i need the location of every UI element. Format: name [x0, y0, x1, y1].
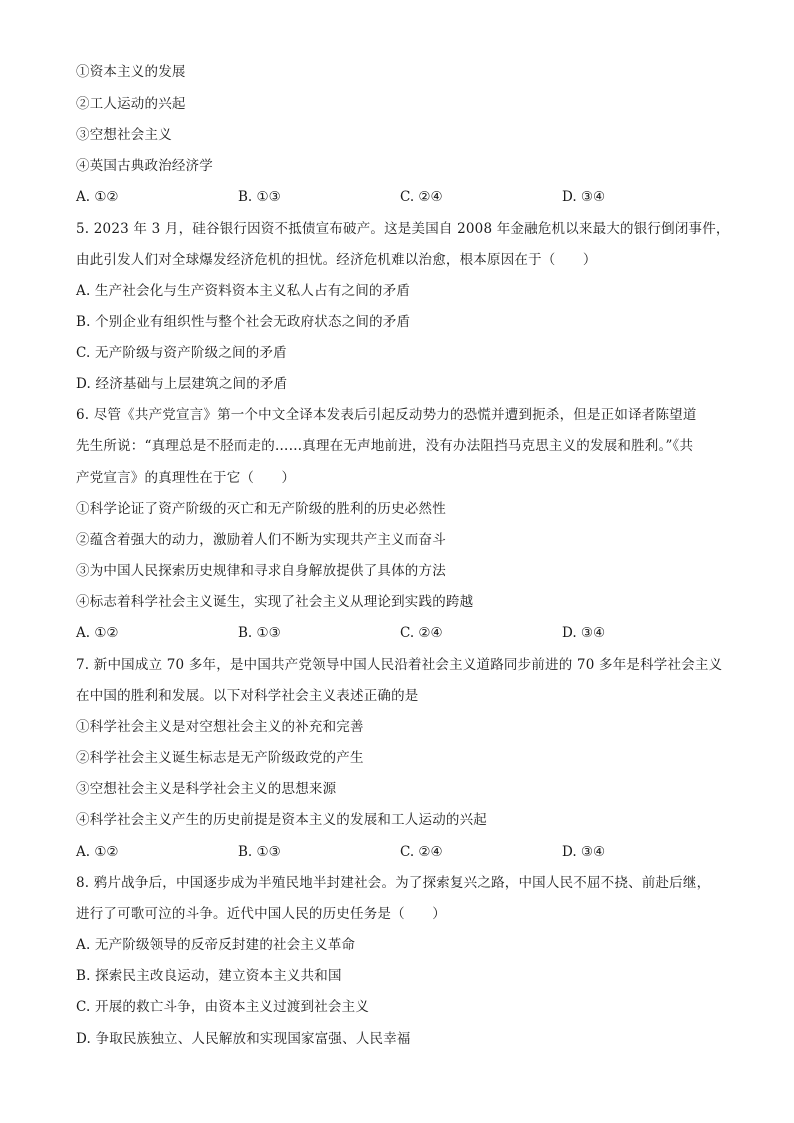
q6-item-2: ②蕴含着强大的动力，激励着人们不断为实现共产主义而奋斗 — [76, 532, 446, 548]
q8-option-d: D. 争取民族独立、人民解放和实现国家富强、人民幸福 — [76, 1031, 411, 1047]
q7-options — [76, 842, 726, 862]
q6-stem-line-3: 产党宣言》的真理性在于它（ ） — [76, 470, 296, 486]
q5-option-d: D. 经济基础与上层建筑之间的矛盾 — [76, 376, 288, 392]
q6-option-b: B. ①③ — [238, 625, 281, 641]
q7-item-1: ①科学社会主义是对空想社会主义的补充和完善 — [76, 719, 364, 735]
q4-item-3: ③空想社会主义 — [76, 127, 172, 143]
q5-option-b: B. 个别企业有组织性与整个社会无政府状态之间的矛盾 — [76, 314, 411, 330]
q7-option-b: B. ①③ — [238, 844, 281, 860]
q8-option-a: A. 无产阶级领导的反帝反封建的社会主义革命 — [76, 937, 356, 953]
q6-item-3: ③为中国人民探索历史规律和寻求自身解放提供了具体的方法 — [76, 563, 446, 579]
q6-item-4: ④标志着科学社会主义诞生，实现了社会主义从理论到实践的跨越 — [76, 594, 474, 610]
q7-item-3: ③空想社会主义是科学社会主义的思想来源 — [76, 781, 337, 797]
q5-stem-line-1: 5. 2023 年 3 月，硅谷银行因资不抵债宣布破产。这是美国自 2008 年金融危机以来最大的银行倒闭事件， — [76, 221, 730, 237]
q6-item-1: ①科学论证了资产阶级的灭亡和无产阶级的胜利的历史必然性 — [76, 501, 446, 517]
q4-options — [76, 187, 726, 207]
q8-option-b: B. 探索民主改良运动，建立资本主义共和国 — [76, 968, 342, 984]
q7-stem-line-1: 7. 新中国成立 70 多年，是中国共产党领导中国人民沿着社会主义道路同步前进的 70 多年是科学社会主义 — [76, 657, 723, 673]
q4-item-2: ②工人运动的兴起 — [76, 96, 186, 112]
q6-option-d: D. ③④ — [562, 625, 606, 641]
q7-option-a: A. ①② — [76, 844, 119, 860]
q6-option-c: C. ②④ — [400, 625, 443, 641]
q5-option-c: C. 无产阶级与资产阶级之间的矛盾 — [76, 345, 287, 361]
q4-option-b: B. ①③ — [238, 189, 281, 205]
q6-options — [76, 623, 726, 643]
q6-stem-line-1: 6. 尽管《共产党宣言》第一个中文全译本发表后引起反动势力的恐慌并遭到扼杀，但是正如译者陈望道 — [76, 407, 697, 423]
q7-option-c: C. ②④ — [400, 844, 443, 860]
q7-stem-line-2: 在中国的胜利和发展。以下对科学社会主义表述正确的是 — [76, 688, 419, 704]
q7-option-d: D. ③④ — [562, 844, 606, 860]
q7-item-4: ④科学社会主义产生的历史前提是资本主义的发展和工人运动的兴起 — [76, 812, 487, 828]
q7-item-2: ②科学社会主义诞生标志是无产阶级政党的产生 — [76, 750, 364, 766]
q4-option-a: A. ①② — [76, 189, 119, 205]
q8-option-c: C. 开展的救亡斗争，由资本主义过渡到社会主义 — [76, 999, 370, 1015]
q4-item-4: ④英国古典政治经济学 — [76, 158, 213, 174]
q6-option-a: A. ①② — [76, 625, 119, 641]
q5-option-a: A. 生产社会化与生产资料资本主义私人占有之间的矛盾 — [76, 283, 411, 299]
q6-stem-line-2: 先生所说：“真理总是不胫而走的……真理在无声地前进，没有办法阻挡马克思主义的发展和胜利。”《共 — [76, 438, 694, 454]
q8-stem-line-2: 进行了可歌可泣的斗争。近代中国人民的历史任务是（ ） — [76, 906, 446, 922]
q4-option-d: D. ③④ — [562, 189, 606, 205]
q4-item-1: ①资本主义的发展 — [76, 64, 186, 80]
q8-stem-line-1: 8. 鸦片战争后，中国逐步成为半殖民地半封建社会。为了探索复兴之路，中国人民不屈不挠、前赴后继， — [76, 875, 711, 891]
q5-stem-line-2: 由此引发人们对全球爆发经济危机的担忧。经济危机难以治愈，根本原因在于（ ） — [76, 252, 597, 268]
q4-option-c: C. ②④ — [400, 189, 443, 205]
